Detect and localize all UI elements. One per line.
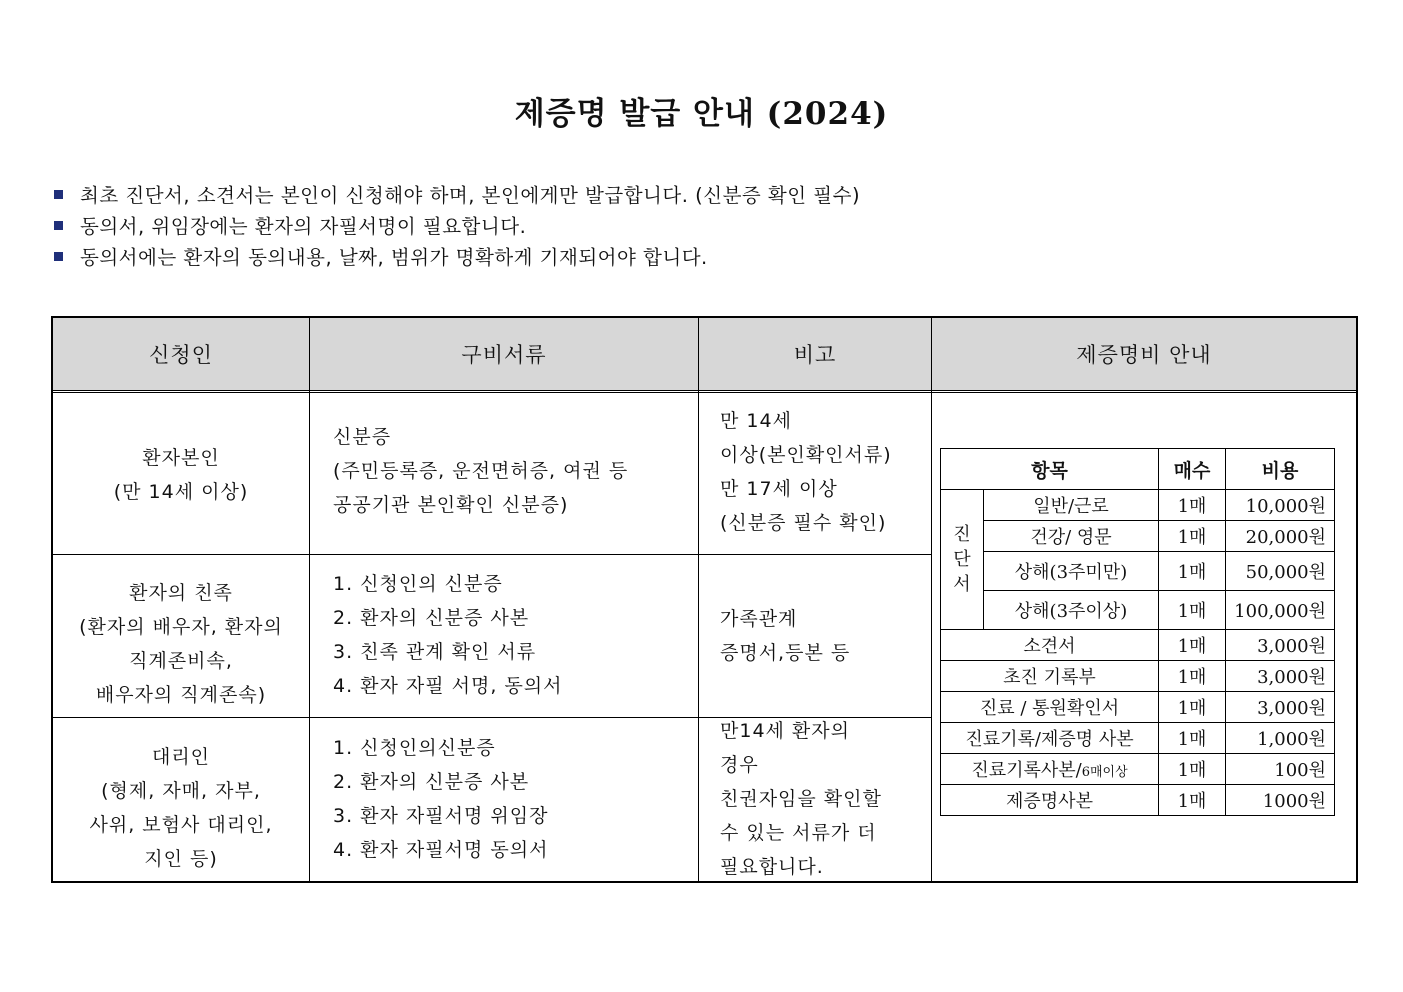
documents-relative: 1. 신청인의 신분증 2. 환자의 신분증 사본 3. 친족 관계 확인 서류 4. 환자 자필 서명, 동의서	[333, 573, 563, 697]
column-divider	[698, 318, 699, 881]
fee-row: 소견서 1매 3,000원	[941, 630, 1335, 661]
fee-header-qty: 매수	[1159, 449, 1226, 490]
square-bullet-icon	[54, 221, 63, 230]
header-applicant: 신청인	[53, 318, 309, 390]
fee-header-cost: 비용	[1226, 449, 1335, 490]
notice-item: 동의서에는 환자의 동의내용, 날짜, 범위가 명확하게 기재되어야 합니다.	[54, 242, 860, 273]
notice-item: 동의서, 위임장에는 환자의 자필서명이 필요합니다.	[54, 211, 860, 242]
documents-agent: 1. 신청인의신분증 2. 환자의 신분증 사본 3. 환자 자필서명 위임장 4. 환자 자필서명 동의서	[333, 737, 549, 861]
header-divider	[53, 392, 1356, 393]
fee-row: 상해(3주미만) 1매 50,000원	[941, 552, 1335, 591]
header-remarks: 비고	[699, 318, 931, 390]
fee-row: 제증명사본 1매 1000원	[941, 785, 1335, 816]
notice-list	[54, 180, 860, 273]
fee-row: 진 단 서 일반/근로 1매 10,000원	[941, 490, 1335, 521]
notice-item: 최초 진단서, 소견서는 본인이 신청해야 하며, 본인에게만 발급합니다. (신분증 확인 필수)	[54, 180, 860, 211]
remarks-relative: 가족관계 증명서,등본 등	[720, 608, 851, 664]
fee-header-item: 항목	[941, 449, 1159, 490]
fee-table	[940, 448, 1335, 816]
square-bullet-icon	[54, 190, 63, 199]
fee-row: 진료기록/제증명 사본 1매 1,000원	[941, 723, 1335, 754]
diagnosis-category: 진 단 서	[941, 490, 984, 630]
fee-row: 건강/ 영문 1매 20,000원	[941, 521, 1335, 552]
column-divider	[931, 318, 932, 881]
column-divider	[309, 318, 310, 881]
remarks-agent: 만14세 환자의 경우 친권자임을 확인할 수 있는 서류가 더 필요합니다.	[720, 720, 882, 878]
fee-row: 상해(3주이상) 1매 100,000원	[941, 591, 1335, 630]
fee-row: 초진 기록부 1매 3,000원	[941, 661, 1335, 692]
fee-header-row	[941, 449, 1335, 490]
row-divider	[53, 554, 932, 555]
header-documents: 구비서류	[310, 318, 698, 390]
square-bullet-icon	[54, 252, 63, 261]
fee-item-copy-bulk: 진료기록사본/6매이상	[941, 754, 1159, 785]
applicant-self: 환자본인 (만 14세 이상)	[113, 447, 249, 503]
documents-self: 신분증 (주민등록증, 운전면허증, 여권 등 공공기관 본인확인 신분증)	[333, 426, 629, 516]
remarks-self: 만 14세 이상(본인확인서류) 만 17세 이상 (신분증 필수 확인)	[720, 410, 892, 534]
applicant-agent: 대리인 (형제, 자매, 자부, 사위, 보험사 대리인, 지인 등)	[89, 746, 273, 870]
fee-row: 진료 / 통원확인서 1매 3,000원	[941, 692, 1335, 723]
page-title: 제증명 발급 안내 (2024)	[514, 96, 889, 132]
header-divider	[53, 390, 1356, 391]
applicant-relative: 환자의 친족 (환자의 배우자, 환자의 직계존비속, 배우자의 직계존속)	[79, 582, 283, 706]
header-fee-guide: 제증명비 안내	[932, 318, 1356, 390]
fee-row: 진료기록사본/6매이상 1매 100원	[941, 754, 1335, 785]
